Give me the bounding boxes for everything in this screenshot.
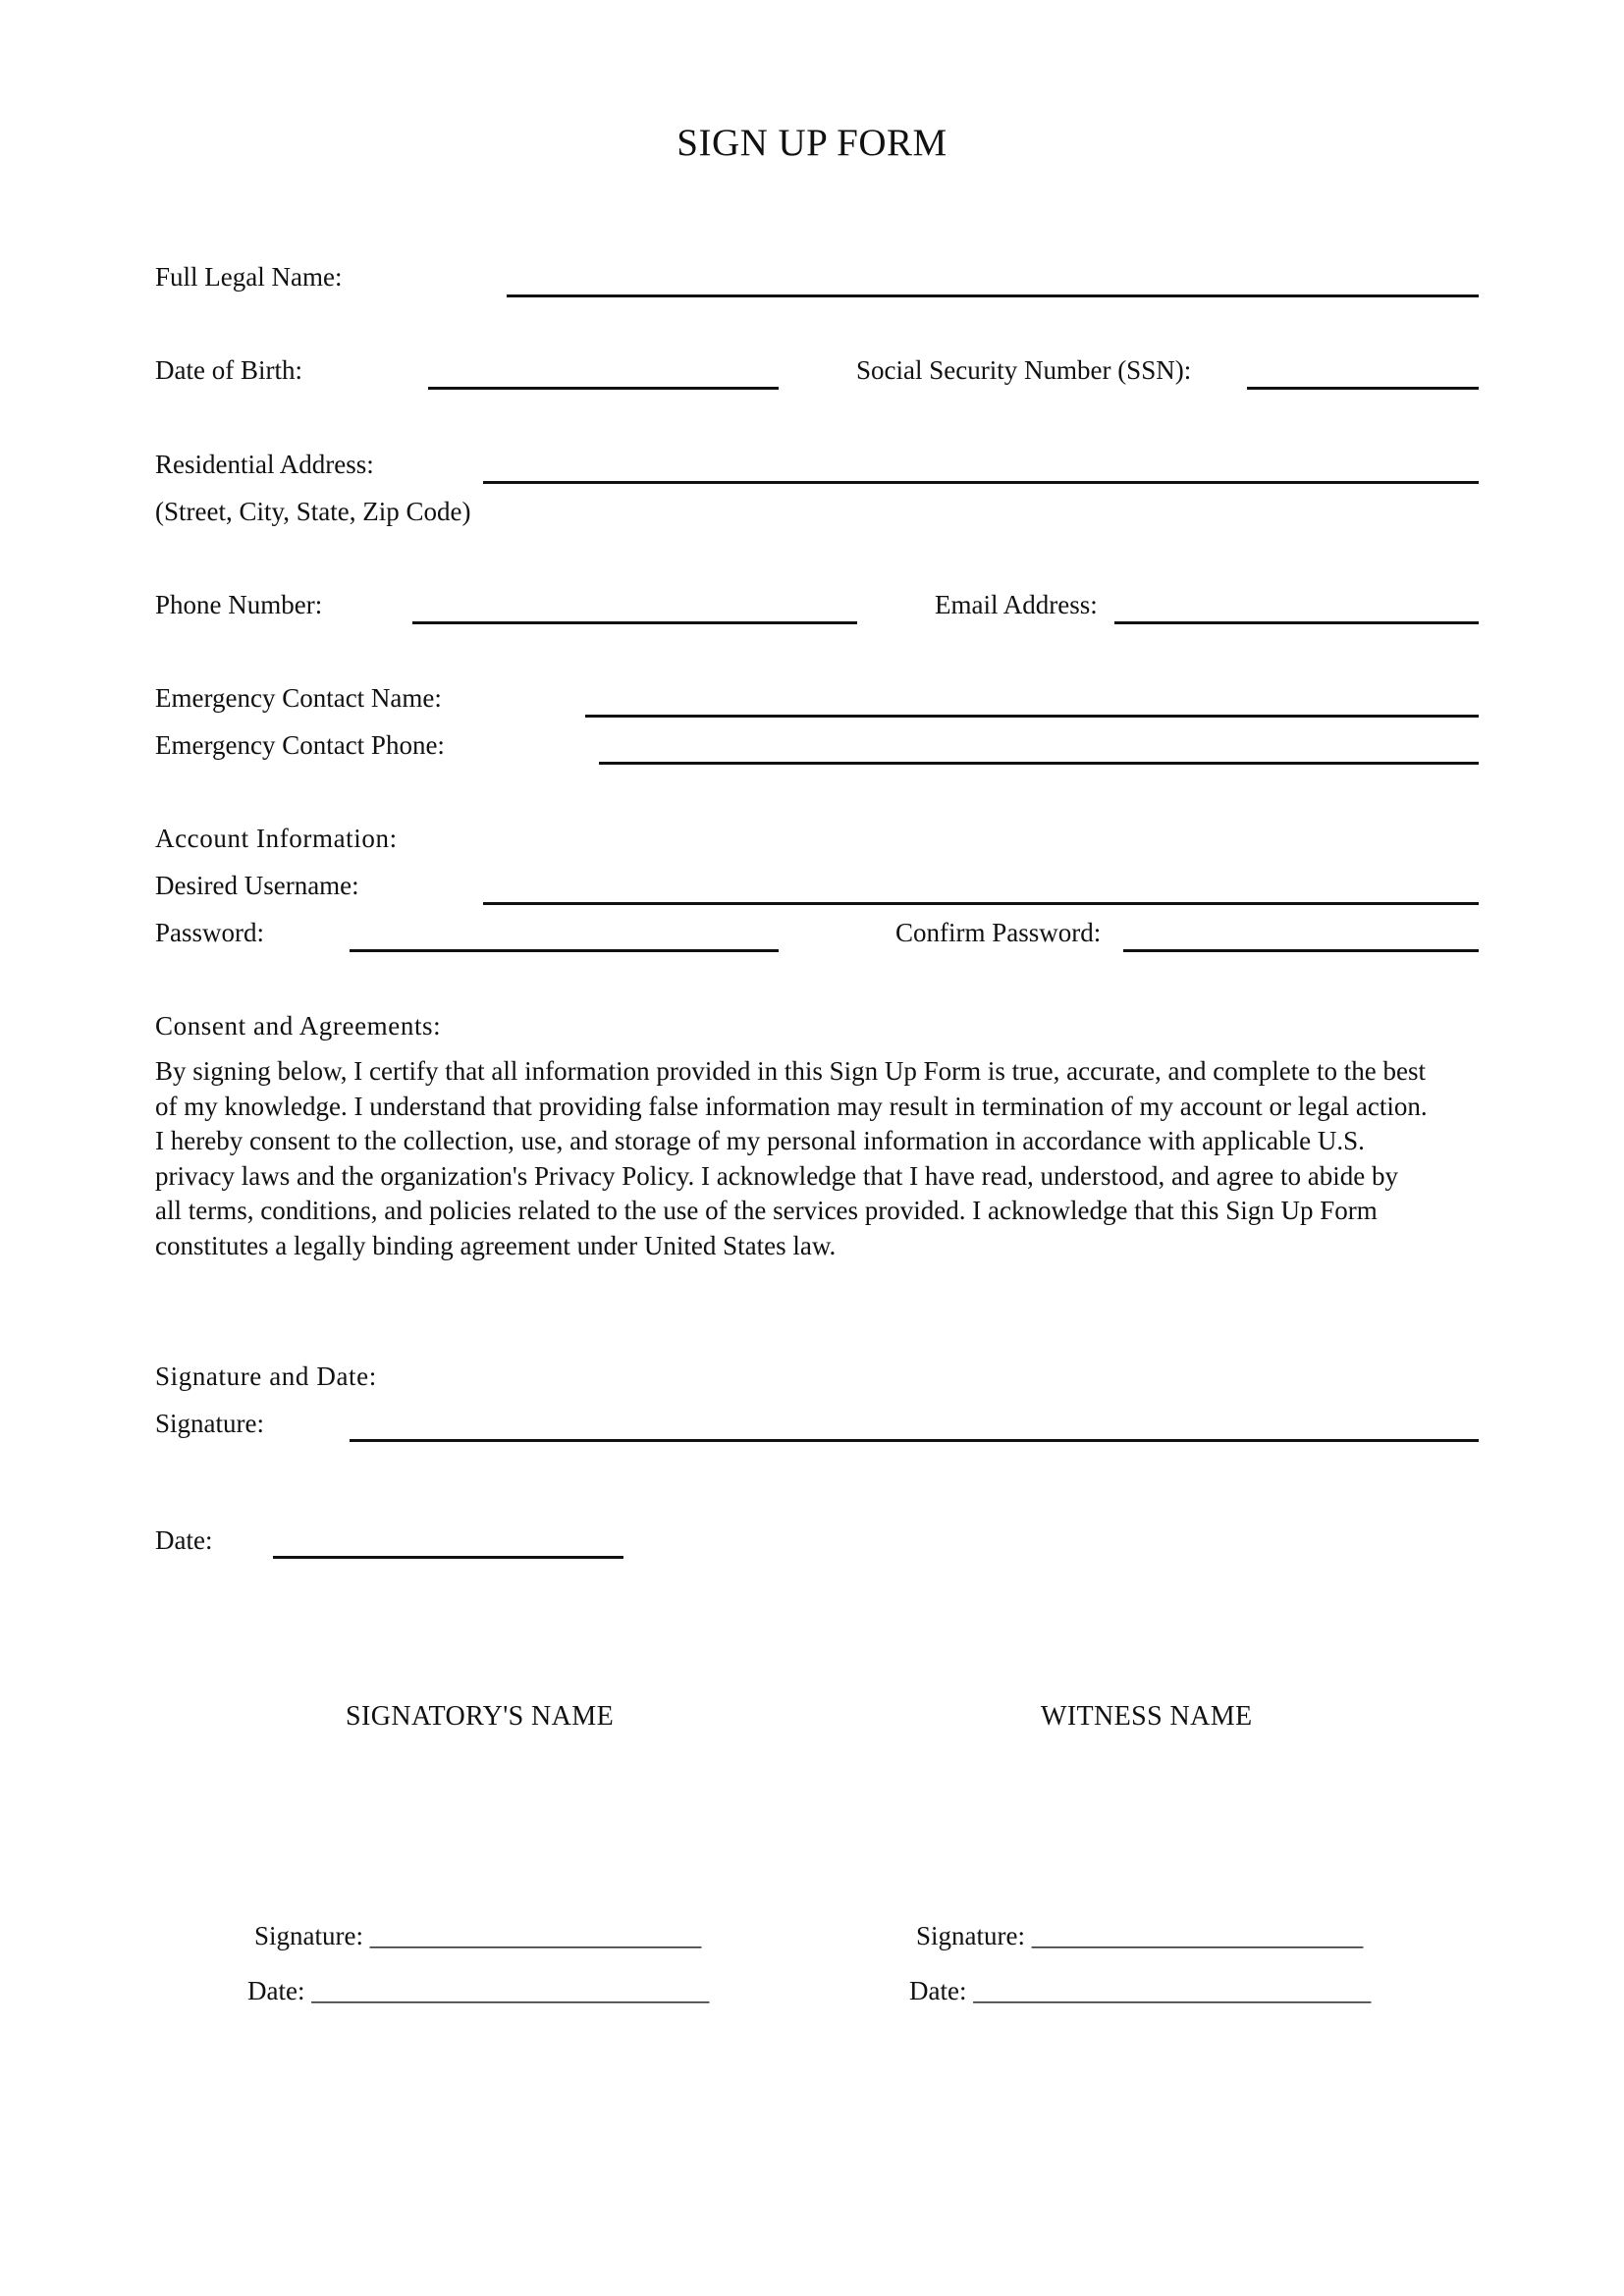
page-title: SIGN UP FORM — [677, 122, 947, 164]
consent-line: of my knowledge. I understand that providing false information may result in termination of my account or legal action. — [155, 1091, 1428, 1121]
signature-line[interactable] — [350, 1439, 1479, 1442]
username-line[interactable] — [483, 902, 1479, 905]
consent-line: constitutes a legally binding agreement under United States law. — [155, 1230, 837, 1260]
consent-line: I hereby consent to the collection, use, and storage of my personal information in accordance with applicable U.S. — [155, 1126, 1365, 1155]
witness-date-line[interactable]: Date: ______________________________ — [909, 1976, 1372, 2005]
account-heading: Account Information: — [155, 824, 398, 853]
ssn-line[interactable] — [1247, 387, 1479, 390]
signatory-signature-line[interactable]: Signature: _________________________ — [254, 1921, 702, 1950]
emergency-name-line[interactable] — [585, 715, 1479, 718]
email-label: Email Address: — [935, 590, 1098, 619]
address-hint: (Street, City, State, Zip Code) — [155, 497, 471, 526]
password-line[interactable] — [350, 949, 779, 952]
emergency-name-label: Emergency Contact Name: — [155, 683, 442, 713]
consent-heading: Consent and Agreements: — [155, 1011, 442, 1041]
consent-line: all terms, conditions, and policies related to the use of the services provided. I acknowledge that this Sign Up Form — [155, 1196, 1378, 1225]
signature-heading: Signature and Date: — [155, 1362, 377, 1391]
address-line[interactable] — [483, 481, 1479, 484]
phone-line[interactable] — [412, 621, 857, 624]
phone-label: Phone Number: — [155, 590, 323, 619]
consent-line: By signing below, I certify that all information provided in this Sign Up Form is true, accurate, and complete to the best — [155, 1056, 1426, 1086]
dob-label: Date of Birth: — [155, 355, 302, 385]
date-line[interactable] — [273, 1556, 623, 1559]
date-label: Date: — [155, 1525, 213, 1555]
password-label: Password: — [155, 918, 265, 947]
signature-label: Signature: — [155, 1409, 264, 1438]
confirm-password-line[interactable] — [1123, 949, 1479, 952]
address-label: Residential Address: — [155, 450, 374, 479]
confirm-password-label: Confirm Password: — [895, 918, 1102, 947]
username-label: Desired Username: — [155, 871, 359, 900]
full-name-label: Full Legal Name: — [155, 262, 343, 292]
emergency-phone-label: Emergency Contact Phone: — [155, 730, 445, 760]
consent-paragraph — [155, 1054, 1490, 1263]
consent-line: privacy laws and the organization's Privacy Policy. I acknowledge that I have read, understood, and agree to abide by — [155, 1160, 1398, 1191]
witness-signature-line[interactable]: Signature: _________________________ — [916, 1921, 1364, 1950]
signatory-heading: SIGNATORY'S NAME — [346, 1701, 615, 1732]
dob-line[interactable] — [428, 387, 779, 390]
signatory-date-line[interactable]: Date: ______________________________ — [247, 1976, 710, 2005]
emergency-phone-line[interactable] — [599, 762, 1479, 765]
ssn-label: Social Security Number (SSN): — [856, 355, 1192, 385]
email-line[interactable] — [1114, 621, 1479, 624]
full-name-line[interactable] — [507, 294, 1479, 297]
witness-heading: WITNESS NAME — [1041, 1701, 1253, 1732]
